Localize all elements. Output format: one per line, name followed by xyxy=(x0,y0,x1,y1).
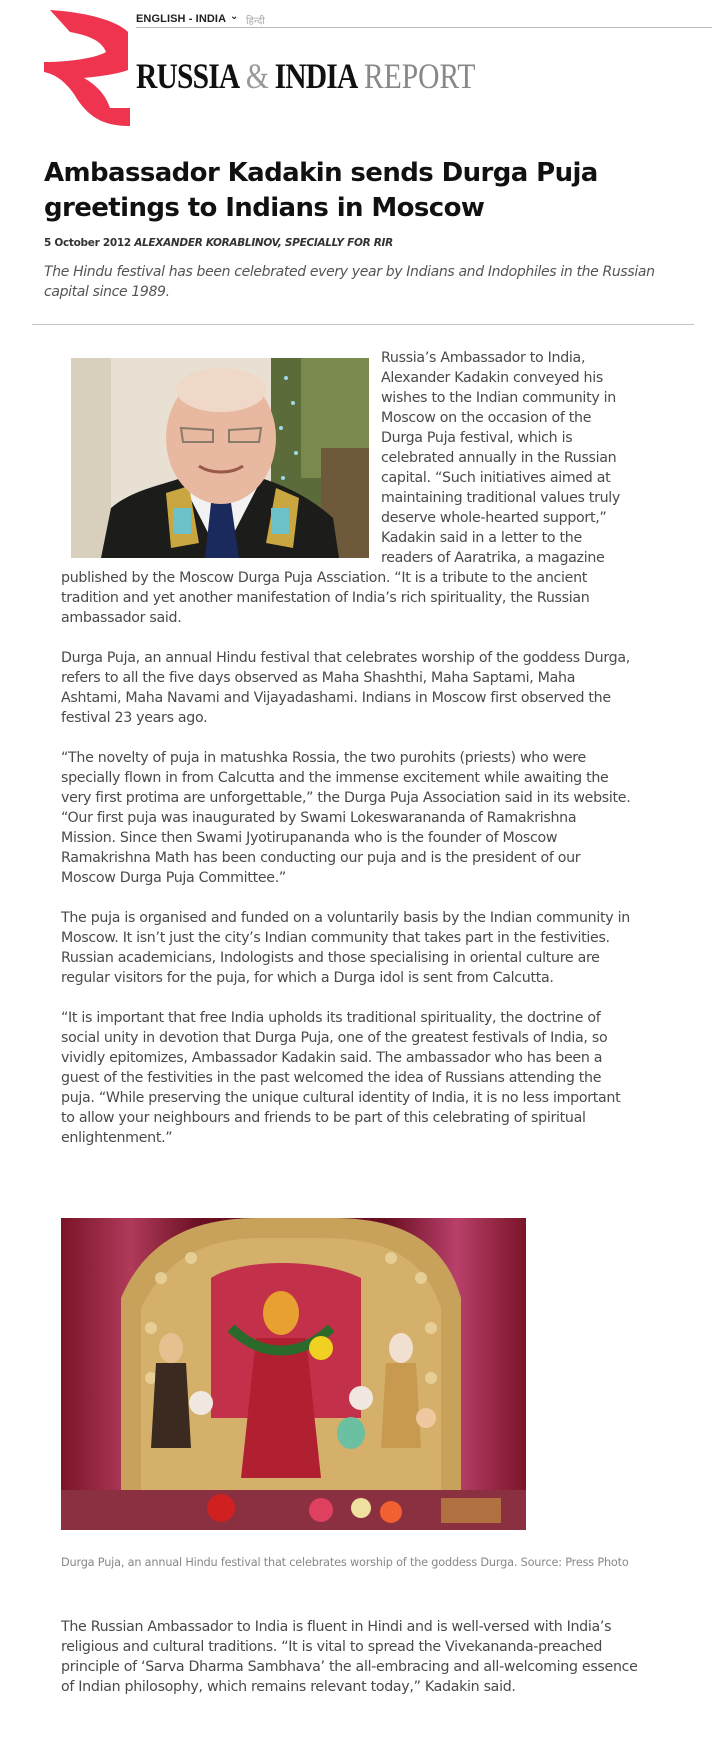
language-hindi-link[interactable]: हिन्दी xyxy=(246,16,265,27)
article-title: Ambassador Kadakin sends Durga Puja greetings to Indians in Moscow xyxy=(44,158,598,223)
language-bar xyxy=(136,10,712,28)
brand-russia: RUSSIA xyxy=(136,56,240,96)
paragraph-6: The Russian Ambassador to India is fluent in Hindi and is well-versed with India’s religious and cultural traditions. “It is vital to spread the Vivekananda-preached principle of ‘Sarva Dharma Sambhava’ the all-embracing and all-welcoming essence of Indian philosophy, which remains relevant today,” Kadakin said. xyxy=(61,1619,638,1695)
header-divider xyxy=(32,324,694,325)
language-selector[interactable]: ENGLISH - INDIA xyxy=(136,13,227,25)
brand-report: REPORT xyxy=(364,56,476,96)
article-date: 5 October 2012 xyxy=(44,237,131,249)
paragraph-3: “The novelty of puja in matushka Rossia, the two purohits (priests) who were specially flown in from Calcutta and the immense excitement while awaiting the very first protima are unforgettable,” the Durga Puja Association said in its website. “Our first puja was inaugurated by Swami Lokeswarananda of Ramakrishna Mission. Since then Swami Jyotirupananda who is the founder of Moscow Ramakrishna Math has been conducting our puja and is the president of our Moscow Durga Puja Committee.” xyxy=(61,750,631,886)
durga-puja-photo xyxy=(61,1218,526,1530)
brand-wordmark[interactable] xyxy=(136,56,475,96)
chevron-down-icon[interactable]: ⌄ xyxy=(230,11,239,22)
article-byline xyxy=(44,237,393,249)
article-body xyxy=(61,348,632,1168)
brand-ampersand: & xyxy=(245,56,269,96)
paragraph-2: Durga Puja, an annual Hindu festival that celebrates worship of the goddess Durga, refers to all the five days observed as Maha Shashthi, Maha Saptami, Maha Ashtami, Maha Navami and Vijayadashami. Indians in Moscow first observed the festival 23 years ago. xyxy=(61,650,630,726)
article-author[interactable]: ALEXANDER KORABLINOV, SPECIALLY FOR RIR xyxy=(134,237,393,249)
photo-caption: Durga Puja, an annual Hindu festival that celebrates worship of the goddess Durga. Source: Press Photo xyxy=(61,1556,629,1569)
ambassador-photo-image xyxy=(71,358,369,558)
article-lead: The Hindu festival has been celebrated every year by Indians and Indophiles in the Russian capital since 1989. xyxy=(44,264,655,300)
brand-india: INDIA xyxy=(274,56,358,96)
durga-puja-photo-image xyxy=(61,1218,526,1530)
paragraph-1: Russia’s Ambassador to India, Alexander Kadakin conveyed his wishes to the Indian community in Moscow on the occasion of the Durga Puja festival, which is celebrated annually in the Russian capital. “Such initiatives aimed at maintaining traditional values truly deserve whole-hearted support,” Kadakin said in a letter to the readers of Aaratrika, a magazine published by the Moscow Durga Puja Assciation. “It is a tribute to the ancient tradition and yet another manifestation of India’s rich spirituality, the Russian ambassador said. xyxy=(61,350,621,626)
rir-logo-icon[interactable] xyxy=(44,10,130,126)
ambassador-photo xyxy=(71,358,369,558)
paragraph-4: The puja is organised and funded on a voluntarily basis by the Indian community in Moscow. It isn’t just the city’s Indian community that takes part in the festivities. Russian academicians, Indologists and those specialising in oriental culture are regular visitors for the puja, for which a Durga idol is sent from Calcutta. xyxy=(61,910,630,986)
paragraph-5: “It is important that free India upholds its traditional spirituality, the doctrine of social unity in devotion that Durga Puja, one of the greatest festivals of India, so vividly epitomizes, Ambassador Kadakin said. The ambassador who has been a guest of the festivities in the past welcomed the idea of Russians attending the puja. “While preserving the unique cultural identity of India, it is no less important to allow your neighbours and friends to be part of this celebrating of spiritual enlightenment.” xyxy=(61,1010,621,1146)
